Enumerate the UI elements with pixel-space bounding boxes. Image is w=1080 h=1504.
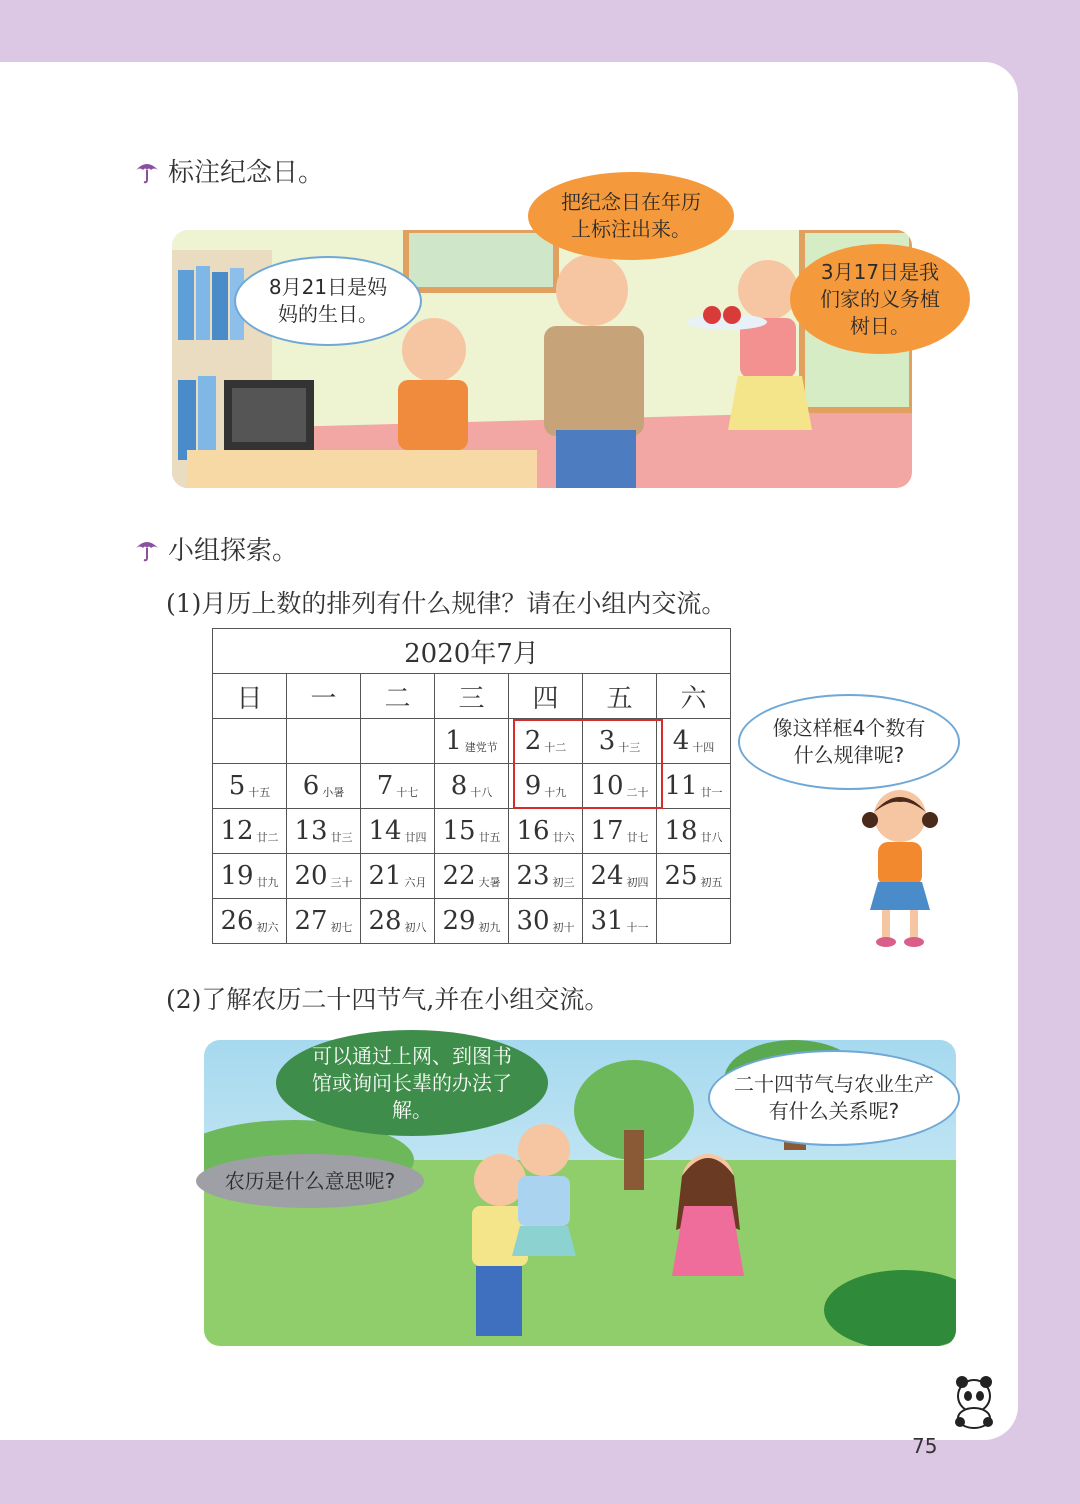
week-row [213, 719, 731, 764]
girl-pointing-figure [850, 786, 950, 950]
day-cell: 24 初四 [583, 854, 657, 899]
girl-right-speech-bubble: 二十四节气与农业生产有什么关系呢? [708, 1050, 960, 1146]
day-cell [657, 899, 731, 944]
umbrella-icon [134, 158, 160, 184]
week-row [213, 809, 731, 854]
day-cell: 19 廿九 [213, 854, 287, 899]
weekday-cell: 五 [583, 674, 657, 719]
weekday-cell: 四 [509, 674, 583, 719]
day-cell: 6 小暑 [287, 764, 361, 809]
day-cell: 29 初九 [435, 899, 509, 944]
weekday-cell: 二 [361, 674, 435, 719]
day-cell: 14 廿四 [361, 809, 435, 854]
dad-speech-bubble: 把纪念日在年历上标注出来。 [528, 172, 734, 260]
day-cell: 12 廿二 [213, 809, 287, 854]
mom-speech-bubble: 3月17日是我们家的义务植树日。 [790, 244, 970, 354]
heading-text: 小组探索。 [168, 536, 299, 566]
weekday-row [213, 674, 731, 719]
calendar-speech-bubble: 像这样框4个数有什么规律呢? [738, 694, 960, 790]
weekday-cell: 日 [213, 674, 287, 719]
weekday-cell: 六 [657, 674, 731, 719]
day-cell: 27 初七 [287, 899, 361, 944]
day-cell: 20 三十 [287, 854, 361, 899]
boy-speech-bubble: 农历是什么意思呢? [196, 1154, 424, 1208]
question-2: (2)了解农历二十四节气,并在小组交流。 [166, 985, 610, 1014]
day-cell: 16 廿六 [509, 809, 583, 854]
week-row [213, 854, 731, 899]
day-cell: 28 初八 [361, 899, 435, 944]
day-cell: 7 十七 [361, 764, 435, 809]
heading-text: 标注纪念日。 [168, 158, 325, 188]
day-cell: 5 十五 [213, 764, 287, 809]
day-cell: 9 十九 [509, 764, 583, 809]
day-cell: 25 初五 [657, 854, 731, 899]
day-cell [213, 719, 287, 764]
day-cell: 2 十二 [509, 719, 583, 764]
day-cell: 3 十三 [583, 719, 657, 764]
day-cell: 10 二十 [583, 764, 657, 809]
section-heading-2 [134, 530, 298, 567]
middle-speech-bubble: 可以通过上网、到图书馆或询问长辈的办法了解。 [276, 1030, 548, 1136]
week-row [213, 899, 731, 944]
day-cell: 18 廿八 [657, 809, 731, 854]
page-number: 75 [912, 1434, 938, 1458]
weekday-cell: 一 [287, 674, 361, 719]
day-cell [361, 719, 435, 764]
calendar-table [212, 628, 731, 944]
week-row [213, 764, 731, 809]
day-cell: 8 十八 [435, 764, 509, 809]
day-cell: 13 廿三 [287, 809, 361, 854]
section-heading-1 [134, 152, 324, 189]
day-cell: 11 廿一 [657, 764, 731, 809]
weekday-cell: 三 [435, 674, 509, 719]
day-cell: 4 十四 [657, 719, 731, 764]
day-cell: 22 大暑 [435, 854, 509, 899]
day-cell: 17 廿七 [583, 809, 657, 854]
day-cell [287, 719, 361, 764]
day-cell: 23 初三 [509, 854, 583, 899]
day-cell: 21 六月 [361, 854, 435, 899]
calendar-title: 2020年7月 [213, 629, 731, 674]
panda-icon [944, 1370, 1004, 1430]
question-1: (1)月历上数的排列有什么规律？请在小组内交流。 [166, 589, 727, 618]
day-cell: 30 初十 [509, 899, 583, 944]
umbrella-icon [134, 536, 160, 562]
day-cell: 15 廿五 [435, 809, 509, 854]
girl-speech-bubble: 8月21日是妈妈的生日。 [234, 256, 422, 346]
day-cell: 26 初六 [213, 899, 287, 944]
day-cell: 1 建党节 [435, 719, 509, 764]
day-cell: 31 十一 [583, 899, 657, 944]
